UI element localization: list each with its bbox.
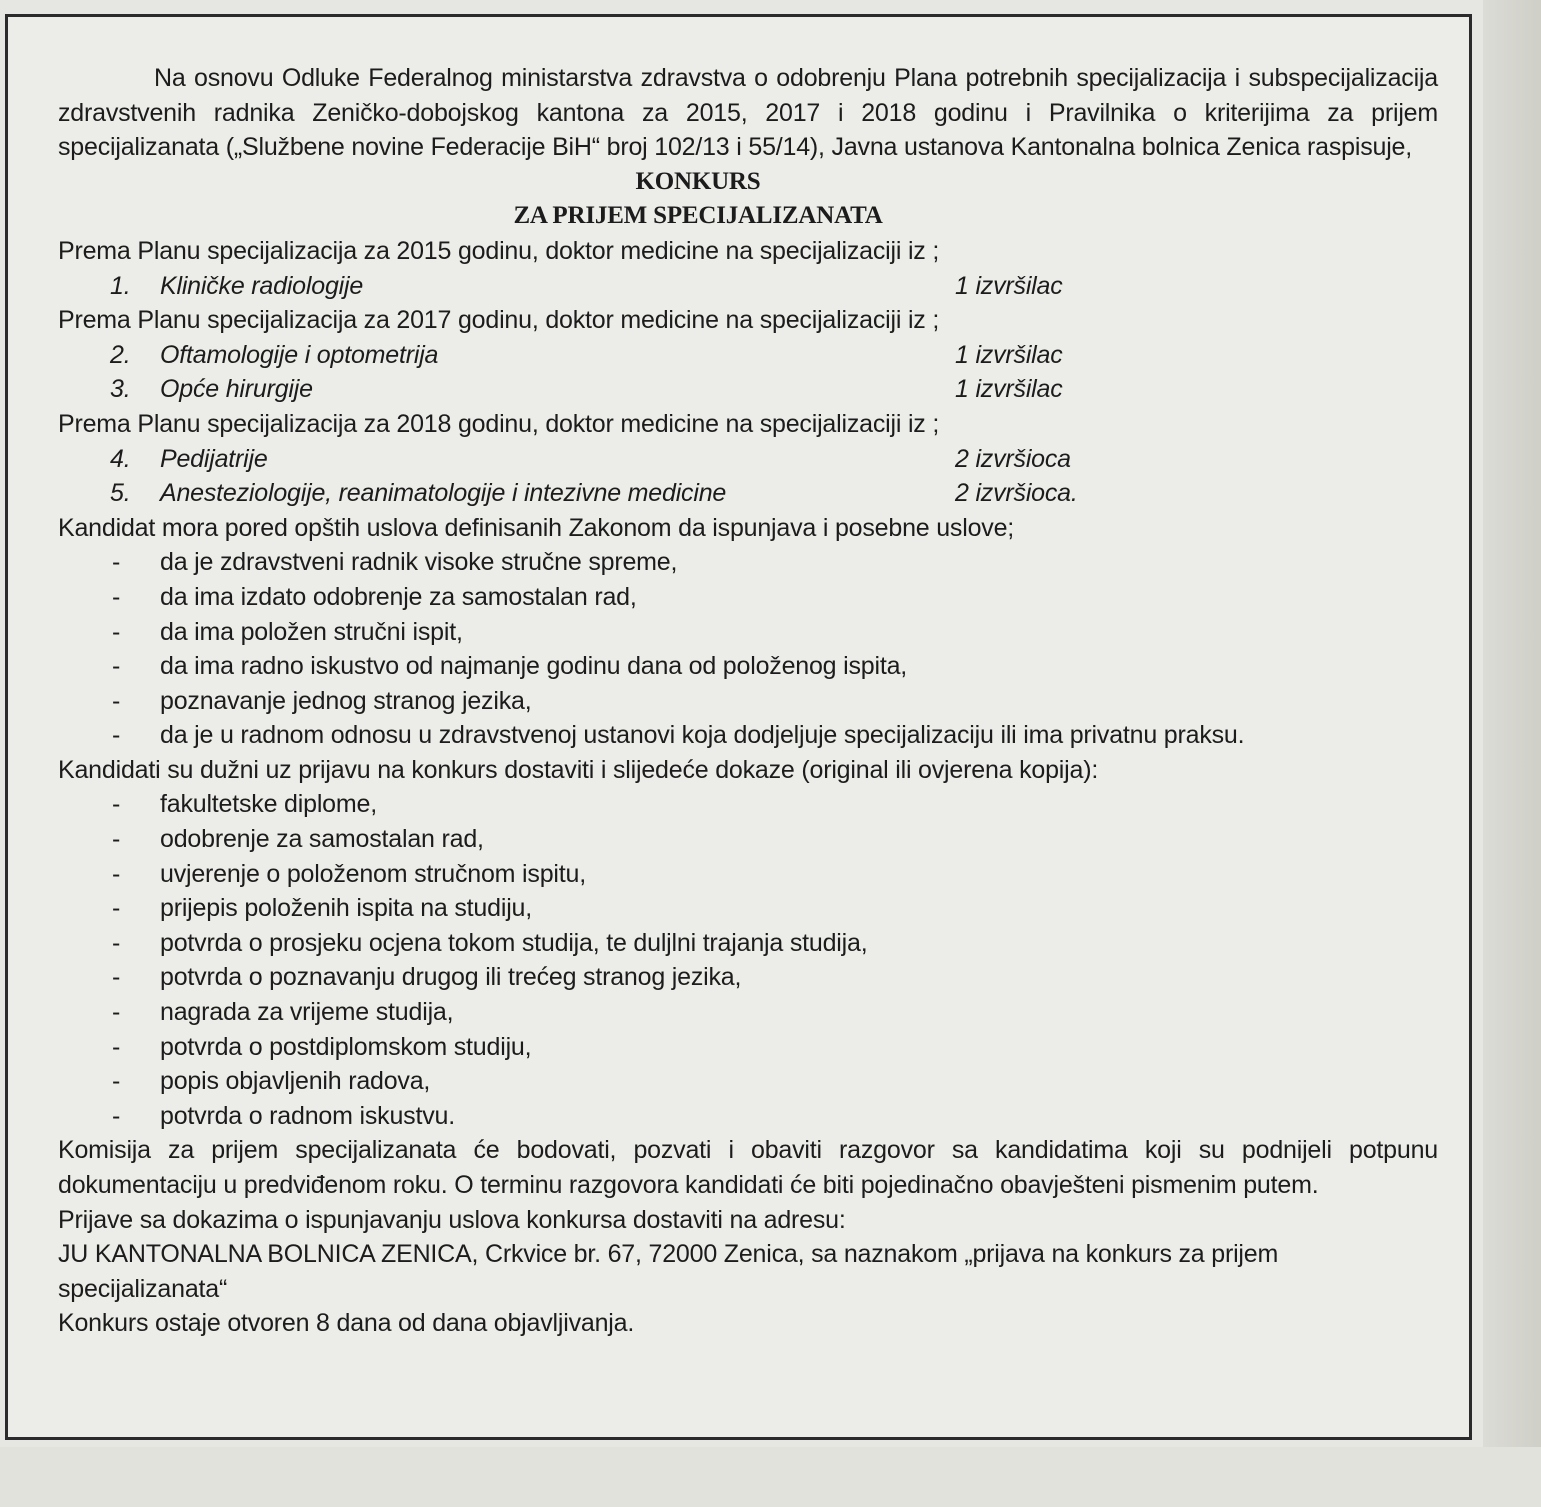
document-item [58,822,1438,857]
plan-2018-line: Prema Planu specijalizacija za 2018 godinu, doktor medicine na specijalizaciji iz ; [58,409,940,438]
condition-item [58,684,1438,719]
condition-text: da je u radnom odnosu u zdravstvenoj ustanovi koja dodjeljuje specijalizaciju ili ima privatnu praksu. [160,721,1245,750]
submission-address: JU KANTONALNA BOLNICA ZENICA, Crkvice br. 67, 72000 Zenica, sa naznakom „prijava na konkurs za prijem specijalizanata“ [58,1240,1279,1303]
bullet-dash: - [112,825,121,854]
specialization-number: 4. [110,444,131,473]
condition-item [58,718,1438,753]
specialization-count: 1 izvršilac [955,271,1063,300]
document-text: uvjerenje o položenom stručnom ispitu, [160,859,586,888]
closing-line: Konkurs ostaje otvoren 8 dana od dana objavljivanja. [58,1309,635,1338]
specialization-count: 2 izvršioca. [955,479,1078,508]
document-item [58,995,1438,1030]
bullet-dash: - [112,963,121,992]
plan-2017-line: Prema Planu specijalizacija za 2017 godinu, doktor medicine na specijalizaciji iz ; [58,306,940,335]
bullet-dash: - [112,1067,121,1096]
condition-text: da ima izdato odobrenje za samostalan rad, [160,582,637,611]
bullet-dash: - [112,686,121,715]
condition-text: poznavanje jednog stranog jezika, [160,686,532,715]
condition-text: da ima radno iskustvo od najmanje godinu dana od položenog ispita, [160,652,908,681]
commission-paragraph: Komisija za prijem specijalizanata će bodovati, pozvati i obaviti razgovor sa kandidatima koji su podnijeli potpunu dokumentaciju u predviđenom roku. O terminu razgovora kandidati će biti pojedinačno obavješteni pismenim putem. [58,1136,1438,1199]
bullet-dash: - [112,548,121,577]
bullet-dash: - [112,652,121,681]
bullet-dash: - [112,582,121,611]
bullet-dash: - [112,721,121,750]
document-item [58,787,1438,822]
bullet-dash: - [112,790,121,819]
notice-subtitle: ZA PRIJEM SPECIJALIZANATA [513,202,883,230]
bullet-dash: - [112,1101,121,1130]
document-item [58,1099,1438,1134]
document-text: potvrda o prosjeku ocjena tokom studija, te duljlni trajanja studija, [160,928,868,957]
bullet-dash: - [112,894,121,923]
condition-text: da ima položen stručni ispit, [160,617,463,646]
document-text: potvrda o poznavanju drugog ili trećeg stranog jezika, [160,963,742,992]
specialization-count: 2 izvršioca [955,444,1071,473]
specialization-item [58,338,1438,373]
specialization-name: Kliničke radiologije [160,271,364,300]
specialization-name: Opće hirurgije [160,375,313,404]
document-text: popis objavljenih radova, [160,1067,431,1096]
specialization-number: 5. [110,479,131,508]
condition-item [58,615,1438,650]
condition-item [58,545,1438,580]
bullet-dash: - [112,1032,121,1061]
bullet-dash: - [112,617,121,646]
specialization-name: Pedijatrije [160,444,268,473]
bullet-dash: - [112,859,121,888]
bullet-dash: - [112,998,121,1027]
specialization-number: 3. [110,375,131,404]
condition-item [58,580,1438,615]
specialization-count: 1 izvršilac [955,375,1063,404]
specialization-name: Anesteziologije, reanimatologije i intezivne medicine [160,479,727,508]
document-item [58,1064,1438,1099]
specialization-item [58,442,1438,477]
document-text: potvrda o postdiplomskom studiju, [160,1032,532,1061]
plan-2015-line: Prema Planu specijalizacija za 2015 godinu, doktor medicine na specijalizaciji iz ; [58,236,940,265]
notice-content [58,61,1438,1341]
condition-item [58,649,1438,684]
notice-title: KONKURS [635,167,761,195]
documents-intro: Kandidati su dužni uz prijavu na konkurs dostaviti i slijedeće dokaze (original ili ovjerena kopija): [58,755,1099,784]
document-item [58,960,1438,995]
document-item [58,891,1438,926]
scan-edge-bottom [0,1447,1541,1507]
specialization-number: 1. [110,271,131,300]
bullet-dash: - [112,928,121,957]
document-item [58,857,1438,892]
submission-intro: Prijave sa dokazima o ispunjavanju uslova konkursa dostaviti na adresu: [58,1205,846,1234]
specialization-item [58,476,1438,511]
specialization-number: 2. [110,340,131,369]
document-item [58,1030,1438,1065]
intro-paragraph: Na osnovu Odluke Federalnog ministarstva zdravstva o odobrenju Plana potrebnih specijalizacija i subspecijalizacija zdravstvenih radnika Zeničko-dobojskog kantona za 2015, 2017 i 2018 godinu i Pravilnika o kriterijima za prijem specijalizanata („Službene novine Federacije BiH“ broj 102/13 i 55/14), Javna ustanova Kantonalna bolnica Zenica raspisuje, [58,64,1438,162]
document-text: nagrada za vrijeme studija, [160,998,454,1027]
specialization-name: Oftamologije i optometrija [160,340,439,369]
document-item [58,926,1438,961]
scan-edge-right [1483,0,1541,1507]
conditions-intro: Kandidat mora pored opštih uslova definisanih Zakonom da ispunjava i posebne uslove; [58,513,1015,542]
notice-box [5,14,1472,1440]
document-text: fakultetske diplome, [160,790,377,819]
document-text: prijepis položenih ispita na studiju, [160,894,532,923]
document-text: potvrda o radnom iskustvu. [160,1101,455,1130]
document-text: odobrenje za samostalan rad, [160,825,484,854]
specialization-count: 1 izvršilac [955,340,1063,369]
specialization-item [58,269,1438,304]
condition-text: da je zdravstveni radnik visoke stručne spreme, [160,548,678,577]
specialization-item [58,372,1438,407]
